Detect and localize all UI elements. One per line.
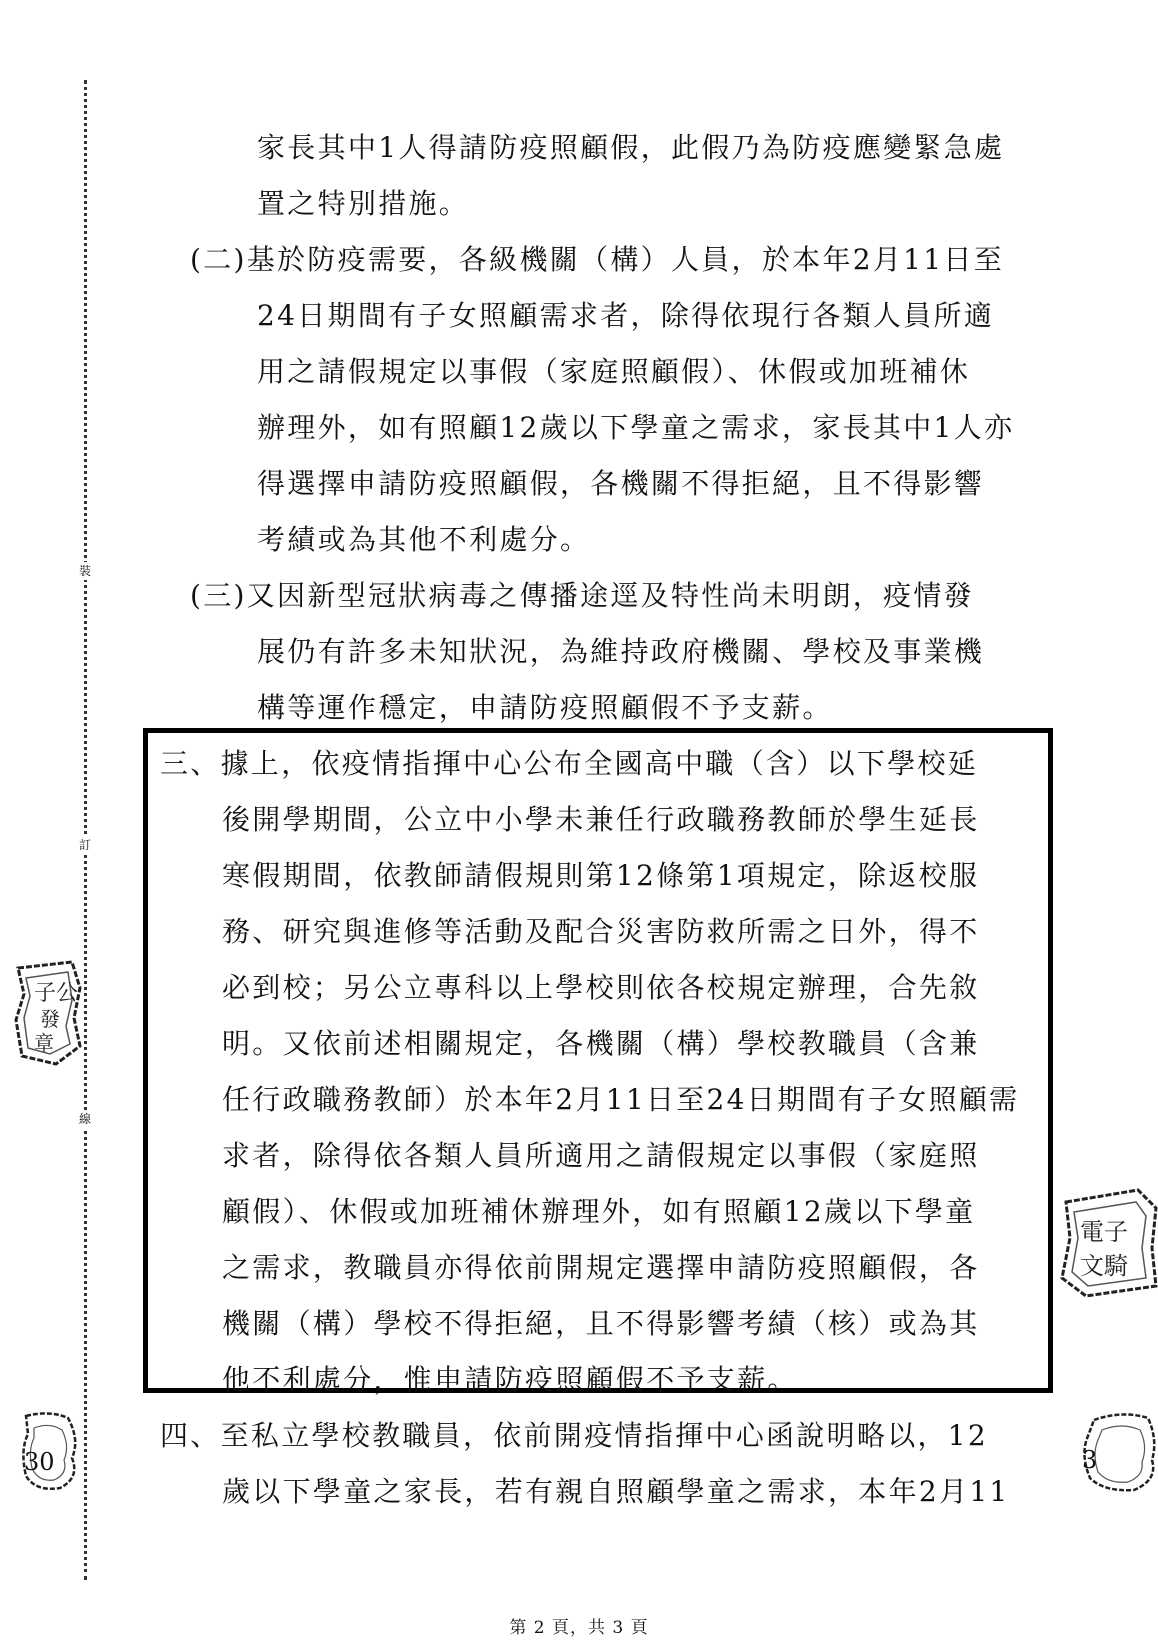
svg-text:30: 30 [24,1448,55,1476]
binding-line [84,80,87,1580]
text-line: (二)基於防疫需要，各級機關（構）人員，於本年2月11日至 [190,243,1004,276]
text-line: 家長其中1人得請防疫照顧假，此假乃為防疫應變緊急處 [257,131,1005,164]
svg-text:電子: 電子 [1080,1218,1128,1246]
svg-text:發: 發 [40,1007,60,1031]
seal-page-number-right [1078,1410,1158,1492]
binding-mark-zhuang: 裝 [79,564,92,578]
text-line: 求者，除得依各類人員所適用之請假規定以事假（家庭照 [222,1139,980,1172]
svg-text:3: 3 [1082,1446,1098,1474]
text-line: 寒假期間，依教師請假規則第12條第1項規定，除返校服 [222,859,980,892]
text-line: 後開學期間，公立中小學未兼任行政職務教師於學生延長 [222,803,980,836]
text-line: (三)又因新型冠狀病毒之傳播途逕及特性尚未明朗，疫情發 [190,579,974,612]
seal-stamp-right [1058,1188,1158,1298]
text-line: 之需求，教職員亦得依前開規定選擇申請防疫照顧假，各 [222,1251,980,1284]
text-line: 三、據上，依疫情指揮中心公布全國高中職（含）以下學校延 [160,747,979,780]
text-line: 任行政職務教師）於本年2月11日至24日期間有子女照顧需 [222,1083,1020,1116]
svg-text:文騎: 文騎 [1080,1252,1128,1280]
svg-text:章: 章 [34,1031,54,1055]
seal-stamp-left [14,960,84,1070]
text-line: 考績或為其他不利處分。 [257,523,591,556]
seal-text: 子公 [34,981,79,1006]
text-line: 辦理外，如有照顧12歲以下學童之需求，家長其中1人亦 [257,411,1015,444]
binding-mark-xian: 線 [79,1112,92,1126]
seal-page-number-left [20,1410,82,1492]
text-line: 顧假）、休假或加班補休辦理外，如有照顧12歲以下學童 [222,1195,976,1228]
text-line: 務、研究與進修等活動及配合災害防救所需之日外，得不 [222,915,980,948]
text-line: 置之特別措施。 [257,187,470,220]
text-line: 24日期間有子女照顧需求者，除得依現行各類人員所適 [257,299,995,332]
text-line: 歲以下學童之家長，若有親自照顧學童之需求，本年2月11 [222,1475,1010,1508]
text-line: 必到校；另公立專科以上學校則依各校規定辦理，合先敘 [222,971,980,1004]
binding-mark-ding: 訂 [79,838,92,852]
text-line: 明。又依前述相關規定，各機關（構）學校教職員（含兼 [222,1027,980,1060]
text-line: 得選擇申請防疫照顧假，各機關不得拒絕，且不得影響 [257,467,985,500]
page-footer: 第 2 頁，共 3 頁 [509,1618,649,1638]
text-line: 展仍有許多未知狀況，為維持政府機關、學校及事業機 [257,635,985,668]
text-line: 他不利處分，惟申請防疫照顧假不予支薪。 [222,1363,798,1396]
text-line: 構等運作穩定，申請防疫照顧假不予支薪。 [257,691,833,724]
text-line: 機關（構）學校不得拒絕，且不得影響考績（核）或為其 [222,1307,980,1340]
text-line: 用之請假規定以事假（家庭照顧假）、休假或加班補休 [257,355,971,388]
text-line: 四、至私立學校教職員，依前開疫情指揮中心函說明略以，12 [160,1419,989,1452]
